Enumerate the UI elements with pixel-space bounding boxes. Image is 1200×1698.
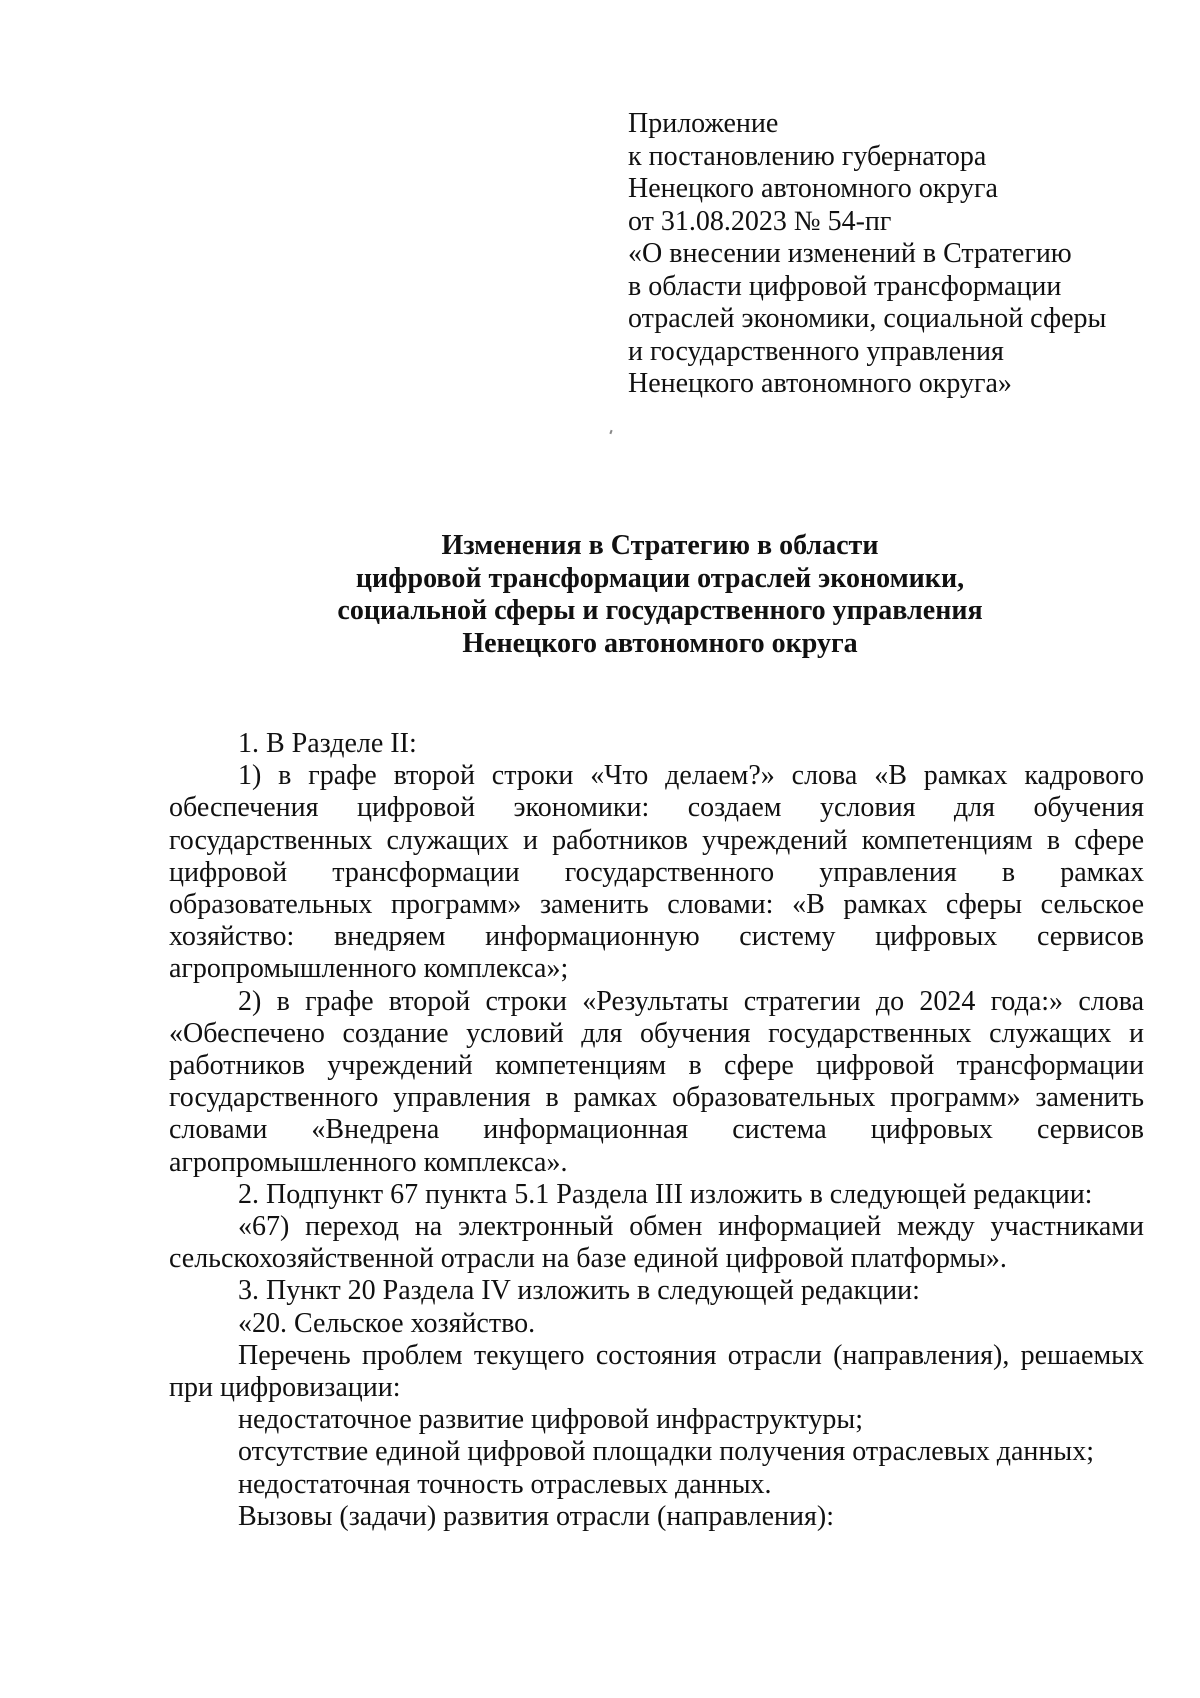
title-line: социальной сферы и государственного управления	[337, 595, 983, 626]
title-line: Изменения в Стратегию в области	[441, 530, 879, 561]
appendix-line: к постановлению губернатора	[628, 140, 987, 172]
paragraph-point-20: «20. Сельское хозяйство.	[238, 1307, 536, 1339]
appendix-header	[628, 108, 1148, 401]
appendix-line: и государственного управления	[628, 335, 1004, 367]
list-item: недостаточная точность отраслевых данных.	[238, 1468, 772, 1500]
appendix-line: Приложение	[628, 108, 779, 139]
paragraph-item-2: 2) в графе второй строки «Результаты стратегии до 2024 года:» слова «Обеспечено создание условий для обучения государственных служащих и работников учреждений компетенциям в сфере цифровой трансформации государственного управления в рамках образовательных программ» заменить словами «Внедрена информационная система цифровых сервисов агропромышленного комплекса».	[169, 985, 1144, 1178]
paragraph-point-3: 3. Пункт 20 Раздела IV изложить в следующей редакции:	[238, 1275, 920, 1307]
list-item: отсутствие единой цифровой площадки получения отраслевых данных;	[238, 1436, 1094, 1468]
appendix-line: Ненецкого автономного округа»	[628, 368, 1012, 399]
scan-speck	[609, 430, 612, 434]
paragraph-challenges: Вызовы (задачи) развития отрасли (направления):	[238, 1500, 834, 1532]
appendix-line: от 31.08.2023 № 54-пг	[628, 205, 892, 237]
paragraph-subitem-67: «67) переход на электронный обмен информацией между участниками сельскохозяйственной отрасли на базе единой цифровой платформы».	[169, 1211, 1144, 1275]
document-body	[169, 728, 1144, 1533]
document-title	[120, 530, 1200, 660]
appendix-line: «О внесении изменений в Стратегию	[628, 238, 1072, 269]
paragraph-section-2-heading: 1. В Разделе II:	[238, 728, 417, 759]
appendix-line: Ненецкого автономного округа	[628, 173, 998, 204]
title-line: Ненецкого автономного округа	[462, 627, 858, 659]
paragraph-point-2: 2. Подпункт 67 пункта 5.1 Раздела III изложить в следующей редакции:	[238, 1178, 1093, 1210]
appendix-line: в области цифровой трансформации	[628, 270, 1062, 302]
title-line: цифровой трансформации отраслей экономики,	[355, 562, 965, 594]
paragraph-problems-list: Перечень проблем текущего состояния отрасли (направления), решаемых при цифровизации:	[169, 1339, 1144, 1404]
paragraph-item-1: 1) в графе второй строки «Что делаем?» слова «В рамках кадрового обеспечения цифровой экономики: создаем условия для обучения государственных служащих и работников учреждений компетенциям в сфере цифровой трансформации государственного управления в рамках образовательных программ» заменить словами: «В рамках сферы сельское хозяйство: внедряем информационную систему цифровых сервисов агропромышленного комплекса»;	[169, 760, 1144, 985]
appendix-line: отраслей экономики, социальной сферы	[628, 303, 1107, 334]
list-item: недостаточное развитие цифровой инфраструктуры;	[238, 1404, 864, 1436]
